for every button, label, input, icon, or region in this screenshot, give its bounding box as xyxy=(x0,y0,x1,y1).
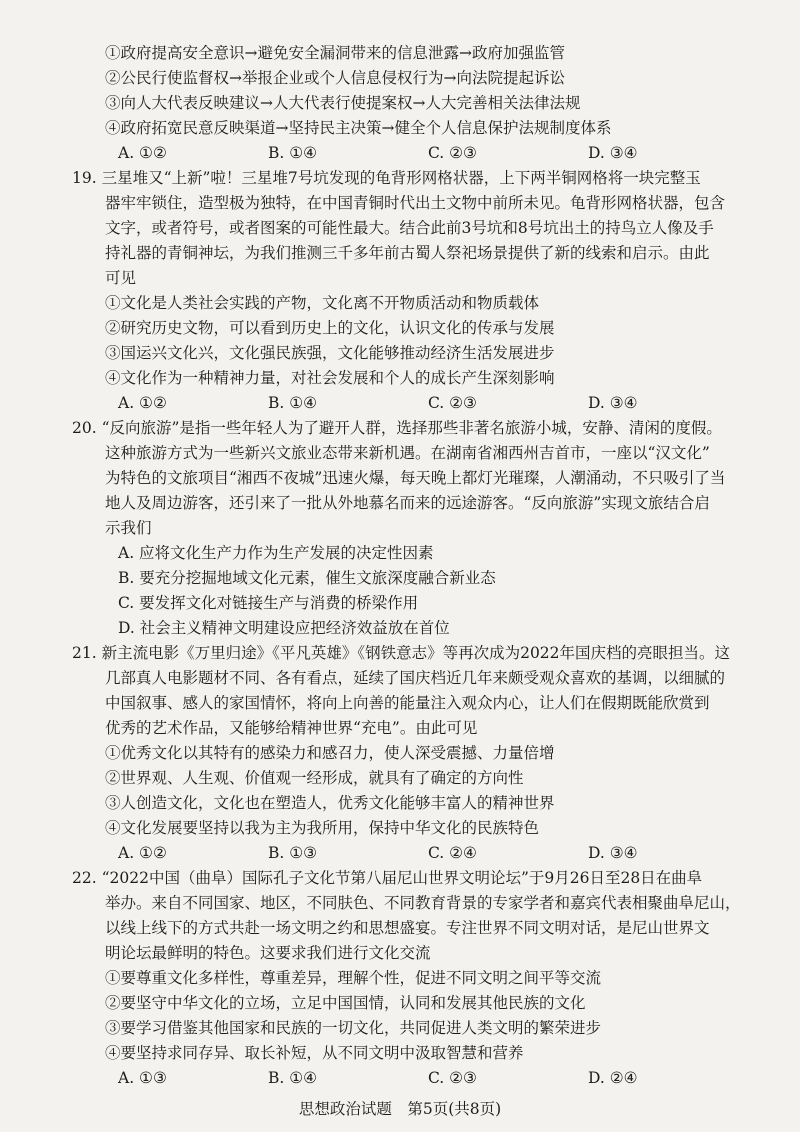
q22-item-4: ④要坚持求同存异、取长补短，从不同文明中汲取智慧和营养 xyxy=(105,1044,524,1062)
q20-option-b: B. 要充分挖掘地域文化元素，催生文旅深度融合新业态 xyxy=(118,569,496,587)
q20-stem-line-1: 20. “反向旅游”是指一些年轻人为了避开人群，选择那些非著名旅游小城，安静、清闲的度假。 xyxy=(72,419,722,437)
q21-item-3: ③人创造文化，文化也在塑造人，优秀文化能够丰富人的精神世界 xyxy=(105,794,555,812)
q20-option-a: A. 应将文化生产力作为生产发展的决定性因素 xyxy=(118,544,434,562)
q21-stem-line-2: 几部真人电影题材不同、各有看点，延续了国庆档近几年来颇受观众喜欢的基调，以细腻的 xyxy=(105,669,726,687)
q19-item-2: ②研究历史文物，可以看到历史上的文化，认识文化的传承与发展 xyxy=(105,319,555,337)
q22-option-c: C. ②③ xyxy=(428,1069,477,1087)
q22-stem-line-4: 明论坛最鲜明的特色。这要求我们进行文化交流 xyxy=(105,944,431,962)
q19-option-b: B. ①④ xyxy=(268,394,318,412)
q19-stem-line-3: 文字，或者符号，或者图案的可能性最大。结合此前3号坑和8号坑出土的持鸟立人像及手 xyxy=(105,219,714,237)
q22-option-d: D. ②④ xyxy=(588,1069,638,1087)
q21-stem-line-4: 优秀的艺术作品，又能够给精神世界“充电”。由此可见 xyxy=(105,719,478,737)
q20-stem-line-2: 这种旅游方式为一些新兴文旅业态带来新机遇。在湖南省湘西州吉首市，一座以“汉文化” xyxy=(105,444,710,462)
q19-item-4: ④文化作为一种精神力量，对社会发展和个人的成长产生深刻影响 xyxy=(105,369,555,387)
q22-option-a: A. ①③ xyxy=(118,1069,167,1087)
q19-option-c: C. ②③ xyxy=(428,394,477,412)
q22-stem-line-3: 以线上线下的方式共赴一场文明之约和思想盛宴。专注世界不同文明对话，是尼山世界文 xyxy=(105,919,710,937)
q19-stem-line-4: 持礼器的青铜神坛，为我们推测三千多年前古蜀人祭祀场景提供了新的线索和启示。由此 xyxy=(105,244,710,262)
q22-option-b: B. ①④ xyxy=(268,1069,318,1087)
page-footer: 思想政治试题 第5页(共8页) xyxy=(298,1100,502,1118)
q22-stem-line-2: 举办。来自不同国家、地区，不同肤色、不同教育背景的专家学者和嘉宾代表相聚曲阜尼山， xyxy=(105,894,741,912)
q20-stem-line-3: 为特色的文旅项目“湘西不夜城”迅速火爆，每天晚上都灯光璀璨，人潮涌动，不只吸引了当 xyxy=(105,469,726,487)
q21-option-b: B. ①③ xyxy=(268,844,318,862)
q18-item-3: ③向人大代表反映建议→人大代表行使提案权→人大完善相关法律法规 xyxy=(105,94,581,112)
q20-option-c: C. 要发挥文化对链接生产与消费的桥梁作用 xyxy=(118,594,419,612)
q21-stem-line-3: 中国叙事、感人的家国情怀，将向上向善的能量注入观众内心，让人们在假期既能欣赏到 xyxy=(105,694,710,712)
q22-item-3: ③要学习借鉴其他国家和民族的一切文化，共同促进人类文明的繁荣进步 xyxy=(105,1019,602,1037)
q21-stem-line-1: 21. 新主流电影《万里归途》《平凡英雄》《钢铁意志》等再次成为2022年国庆档的亮眼担当。这 xyxy=(72,644,731,662)
q21-item-2: ②世界观、人生观、价值观一经形成，就具有了确定的方向性 xyxy=(105,769,524,787)
q21-item-1: ①优秀文化以其特有的感染力和感召力，使人深受震撼、力量倍增 xyxy=(105,744,555,762)
q19-stem-line-2: 器牢牢锁住，造型极为独特，在中国青铜时代出土文物中前所未见。龟背形网格状器，包含 xyxy=(105,194,726,212)
q19-item-1: ①文化是人类社会实践的产物，文化离不开物质活动和物质载体 xyxy=(105,294,540,312)
q21-option-a: A. ①② xyxy=(118,844,167,862)
q18-option-a: A. ①② xyxy=(118,144,167,162)
q19-option-a: A. ①② xyxy=(118,394,167,412)
q21-option-d: D. ③④ xyxy=(588,844,638,862)
q18-item-1: ①政府提高安全意识→避免安全漏洞带来的信息泄露→政府加强监管 xyxy=(105,44,565,62)
q22-item-1: ①要尊重文化多样性，尊重差异，理解个性，促进不同文明之间平等交流 xyxy=(105,969,602,987)
q22-item-2: ②要坚守中华文化的立场，立足中国国情，认同和发展其他民族的文化 xyxy=(105,994,586,1012)
q19-stem-line-5: 可见 xyxy=(105,269,137,287)
q19-stem-line-1: 19. 三星堆又“上新”啦！三星堆7号坑发现的龟背形网格状器，上下两半铜网格将一块完整玉 xyxy=(72,169,701,187)
q20-stem-line-5: 示我们 xyxy=(105,519,152,537)
q18-option-b: B. ①④ xyxy=(268,144,318,162)
q21-item-4: ④文化发展要坚持以我为主为我所用，保持中华文化的民族特色 xyxy=(105,819,540,837)
q20-option-d: D. 社会主义精神文明建设应把经济效益放在首位 xyxy=(118,619,450,637)
q18-option-d: D. ③④ xyxy=(588,144,638,162)
q18-item-4: ④政府拓宽民意反映渠道→坚持民主决策→健全个人信息保护法规制度体系 xyxy=(105,119,612,137)
q19-item-3: ③国运兴文化兴，文化强民族强，文化能够推动经济生活发展进步 xyxy=(105,344,555,362)
q22-stem-line-1: 22. “2022中国（曲阜）国际孔子文化节第八届尼山世界文明论坛”于9月26日至28日在曲阜 xyxy=(72,869,703,887)
q20-stem-line-4: 地人及周边游客，还引来了一批从外地慕名而来的远途游客。“反向旅游”实现文旅结合启 xyxy=(105,494,710,512)
q21-option-c: C. ②④ xyxy=(428,844,477,862)
q19-option-d: D. ③④ xyxy=(588,394,638,412)
q18-item-2: ②公民行使监督权→举报企业或个人信息侵权行为→向法院提起诉讼 xyxy=(105,69,565,87)
q18-option-c: C. ②③ xyxy=(428,144,477,162)
